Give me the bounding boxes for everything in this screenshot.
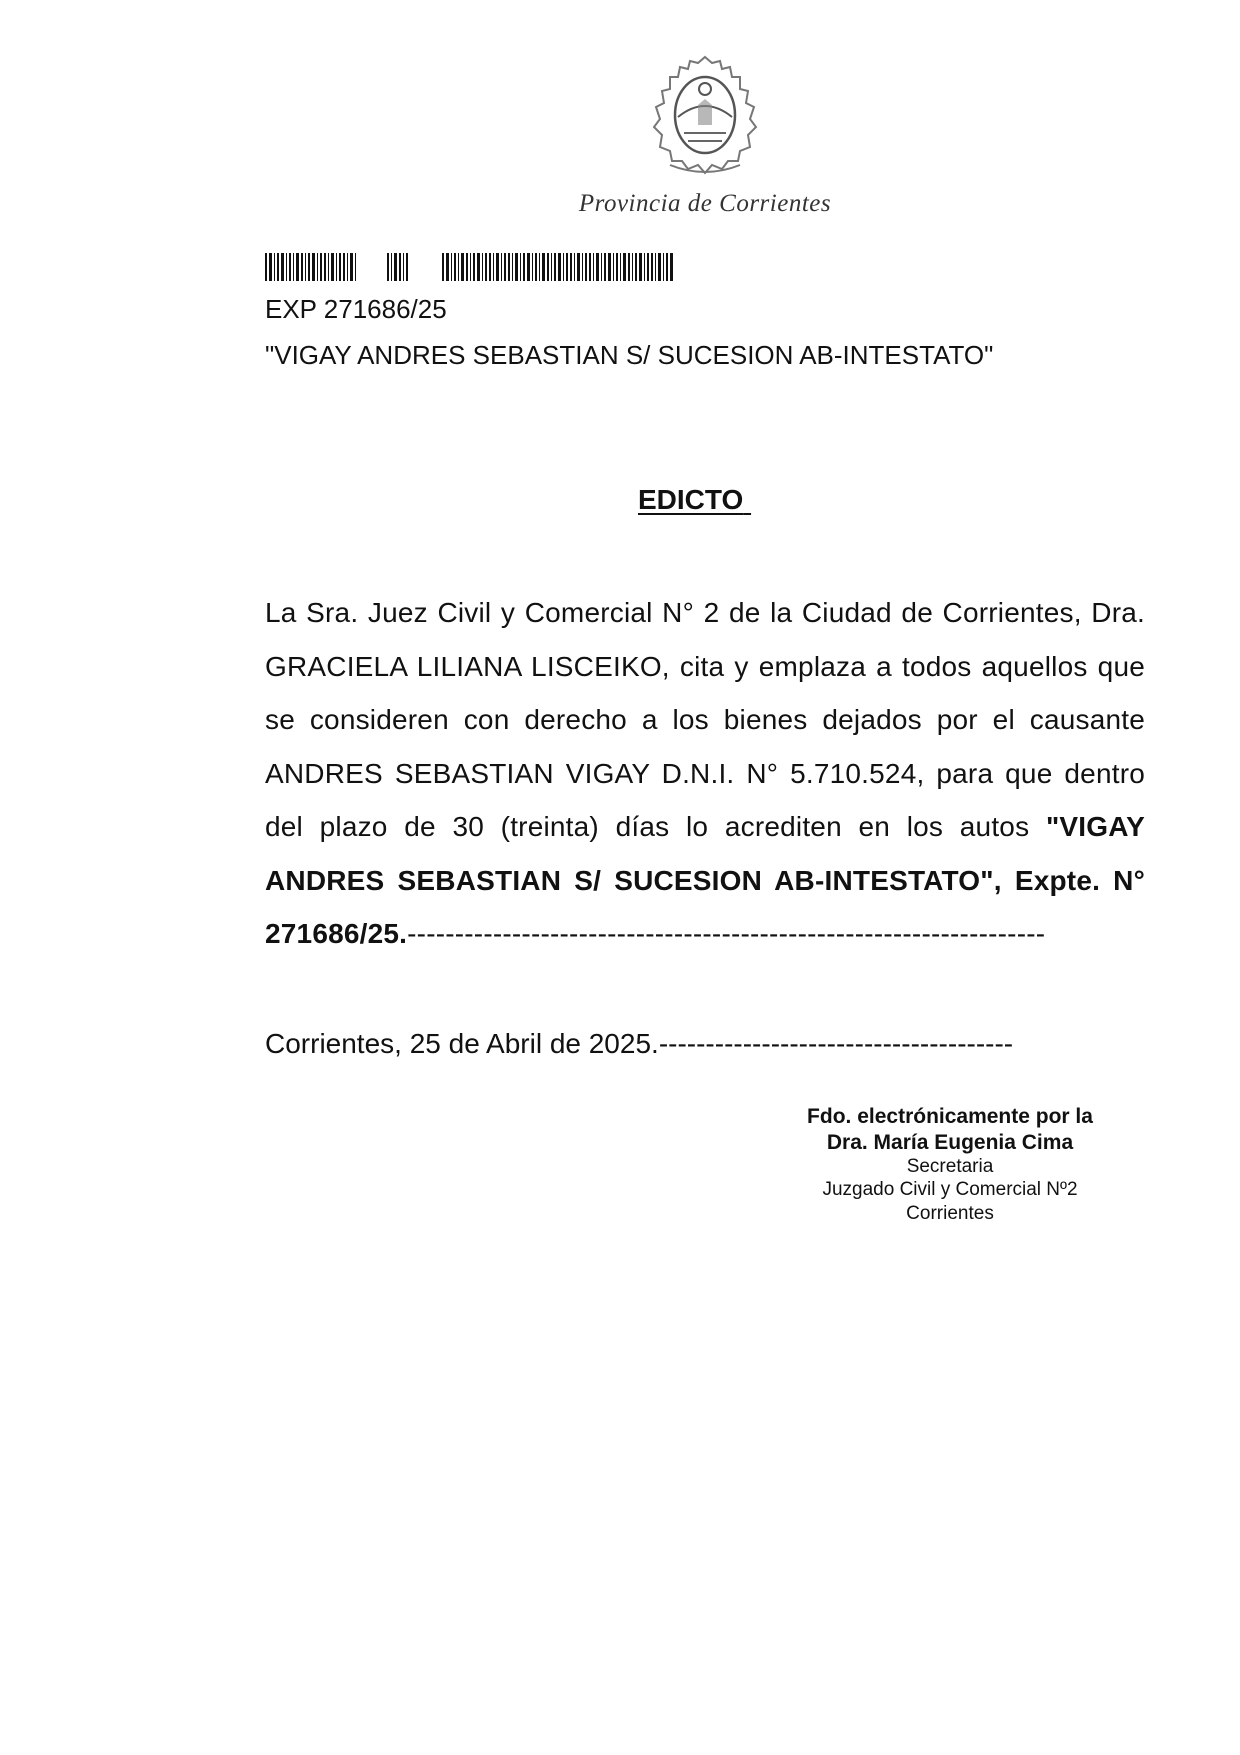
signature-court: Juzgado Civil y Comercial Nº2 bbox=[822, 1179, 1078, 1201]
edict-body-dashes: ------------------------------------------------------------------- bbox=[407, 918, 1046, 949]
case-caption: "VIGAY ANDRES SEBASTIAN S/ SUCESION AB-INTESTATO" bbox=[265, 340, 994, 370]
province-caption: Provincia de Corrientes bbox=[578, 190, 832, 214]
edict-date-line bbox=[265, 1017, 1013, 1071]
coat-of-arms-seal bbox=[650, 55, 760, 177]
edict-body-text: La Sra. Juez Civil y Comercial N° 2 de la Ciudad de Corrientes, Dra. GRACIELA LILIANA LISCEIKO, cita y emplaza a todos aquellos que se consideren con derecho a los bienes dejados por el causante ANDRES SEBASTIAN VIGAY D.N.I. N° 5.710.524, para que dentro del plazo de 30 (treinta) días lo acrediten en los autos bbox=[265, 597, 1145, 842]
signature-role: Secretaria bbox=[906, 1156, 994, 1178]
edict-title bbox=[520, 484, 886, 516]
edict-title-text: EDICTO bbox=[638, 484, 744, 515]
signature-line-1: Fdo. electrónicamente por la bbox=[807, 1105, 1093, 1128]
edict-date-dashes: -------------------------------------- bbox=[658, 1028, 1014, 1059]
barcode bbox=[265, 253, 675, 281]
signature-city: Corrientes bbox=[906, 1202, 994, 1224]
signature-block bbox=[780, 1104, 1120, 1225]
edict-body-case-reference: "VIGAY ANDRES SEBASTIAN S/ SUCESION AB-INTESTATO", Expte. N° 271686/25. bbox=[265, 811, 1145, 949]
edict-body bbox=[265, 586, 1145, 961]
signature-name: Dra. María Eugenia Cima bbox=[826, 1130, 1074, 1154]
edict-date: Corrientes, 25 de Abril de 2025. bbox=[265, 1028, 659, 1059]
expediente-number: EXP 271686/25 bbox=[265, 294, 447, 324]
